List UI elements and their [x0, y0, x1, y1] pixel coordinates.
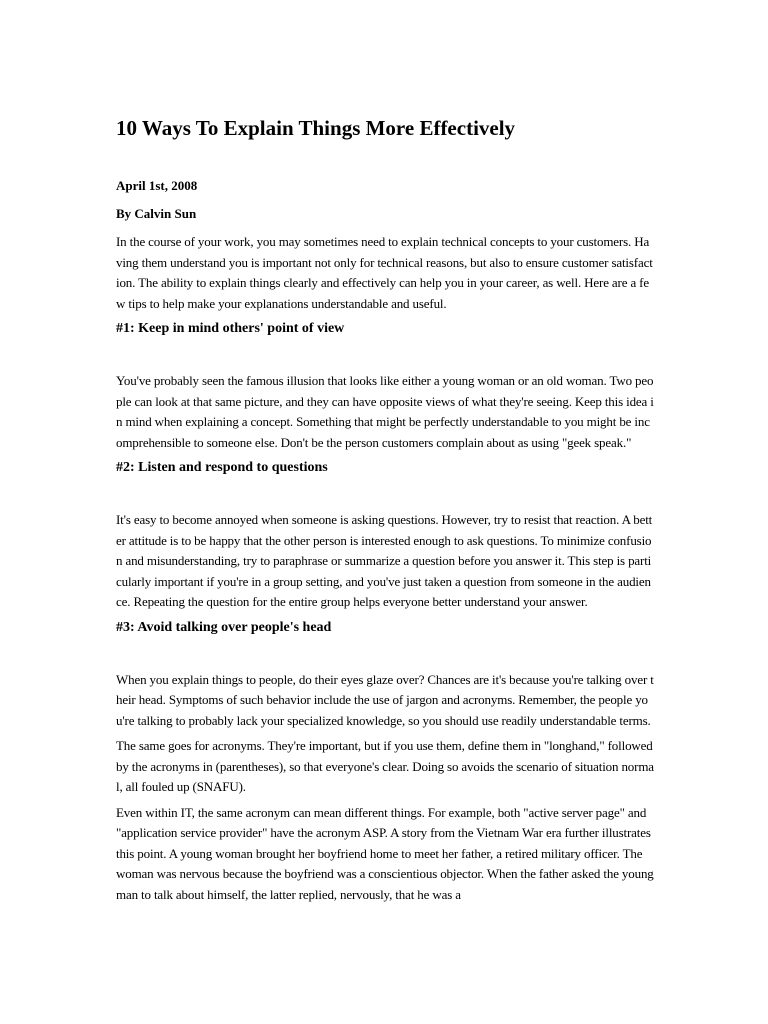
section-3-paragraph-1: When you explain things to people, do their eyes glaze over? Chances are it's because you're talking over their head. Symptoms of such behavior include the use of jargon and acronyms. Remember, the people you're talking to probably lack your specialized knowledge, so you should use readily understandable terms. — [116, 671, 654, 728]
article-date: April 1st, 2008 — [116, 178, 198, 193]
document-page — [116, 114, 654, 910]
section-1-heading: #1: Keep in mind others' point of view — [116, 321, 345, 336]
section-3-heading: #3: Avoid talking over people's head — [116, 619, 332, 635]
article-author: By Calvin Sun — [116, 206, 197, 221]
article-title: 10 Ways To Explain Things More Effectively — [116, 116, 516, 140]
section-1-paragraph-1: You've probably seen the famous illusion that looks like either a young woman or an old woman. Two people can look at that same picture, and they can have opposite views of what they're seeing. Keep this idea in mind when explaining a concept. Something that might be perfectly understandable to you might be incomprehensible to someone else. Don't be the person customers complain about as using "geek speak." — [116, 373, 654, 450]
section-3-paragraph-3: Even within IT, the same acronym can mean different things. For example, both "active server page" and "application service provider" have the acronym ASP. A story from the Vietnam War era further illustrates this point. A young woman brought her boyfriend home to meet her father, a retired military officer. The woman was nervous because the boyfriend was a conscientious objector. When the father asked the young man to talk about himself, the latter replied, nervously, that he was a — [116, 804, 654, 902]
section-2-paragraph-1: It's easy to become annoyed when someone is asking questions. However, try to resist that reaction. A better attitude is to be happy that the other person is interested enough to ask questions. To minimize confusion and misunderstanding, try to paraphrase or summarize a question before you answer it. This step is particularly important if you're in a group setting, and you've just taken a question from someone in the audience. Repeating the question for the entire group helps everyone better understand your answer. — [116, 512, 653, 609]
intro-paragraph: In the course of your work, you may sometimes need to explain technical concepts to your customers. Having them understand you is important not only for technical reasons, but also to ensure customer satisfaction. The ability to explain things clearly and effectively can help you in your career, as well. Here are a few tips to help make your explanations understandable and useful. — [116, 234, 653, 311]
section-3-paragraph-2: The same goes for acronyms. They're important, but if you use them, define them in "longhand," followed by the acronyms in (parentheses), so that everyone's clear. Doing so avoids the scenario of situation normal, all fouled up (SNAFU). — [116, 738, 654, 794]
section-2-heading: #2: Listen and respond to questions — [116, 460, 328, 475]
